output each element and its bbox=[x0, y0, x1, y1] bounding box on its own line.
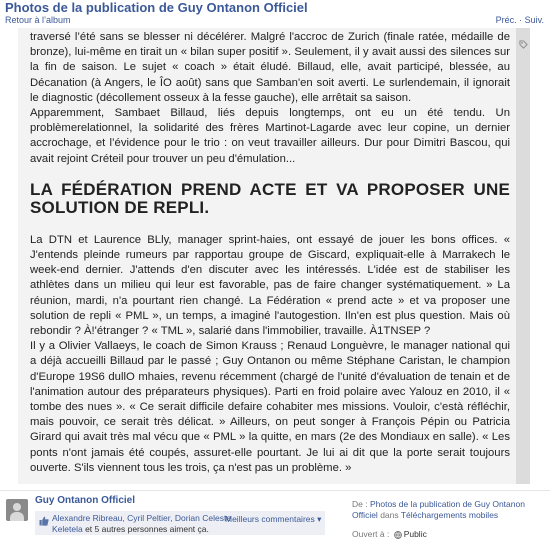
likes-others[interactable]: et 5 autres personnes aiment ça. bbox=[82, 524, 209, 534]
likes-summary bbox=[52, 513, 232, 535]
avatar[interactable] bbox=[6, 499, 28, 521]
photo-image[interactable] bbox=[18, 28, 530, 484]
shared-with-label: Ouvert à : bbox=[352, 529, 392, 539]
globe-icon bbox=[394, 531, 402, 539]
album-mid: dans bbox=[377, 509, 401, 520]
best-comments-dropdown[interactable]: Meilleurs commentaires ▾ bbox=[225, 514, 322, 524]
photo-navigation bbox=[496, 15, 544, 25]
mobile-uploads-link[interactable]: Téléchargements mobiles bbox=[400, 509, 499, 520]
article-paragraph-3: La DTN et Laurence BLly, manager sprint-haies, ont essayé de jouer les bons offices. « J'entends pleinde rumeurs par rapportau groupe de Giscard, expliquait-elle à Marrakech le week-end dernier. J'attends d'en discuter avec les intéressés. L'idée est de stabiliser les athlètes dans un milieu qui leur est favorable, pas de faire changer systématiquement. » La réunion, mardi, n'a pourtant rien changé. La Fédération « prend acte » et va proposer une solution de repli « PML », un temps, a imaginé l'autogestion. Iln'en est plus question. Mais où rebondir ? À!'étranger ? « TML », salarié dans l'immobilier, travaille. À1TNSEP ? bbox=[30, 233, 510, 338]
audience-public[interactable]: Public bbox=[403, 529, 427, 539]
thumbs-up-icon bbox=[39, 516, 49, 526]
page-title: Photos de la publication de Guy Ontanon Officiel bbox=[5, 0, 308, 15]
article-headline: LA FÉDÉRATION PREND ACTE ET VA PROPOSER UNE SOLUTION DE REPLI. bbox=[30, 179, 510, 217]
album-info bbox=[352, 499, 542, 520]
next-photo-link[interactable]: Suiv. bbox=[524, 15, 544, 25]
article-scan bbox=[18, 28, 516, 484]
photo-footer bbox=[0, 490, 550, 543]
tag-icon[interactable] bbox=[519, 40, 528, 49]
previous-photo-link[interactable]: Préc. bbox=[495, 15, 517, 25]
article-paragraph-2: Apparemment, Sambaet Billaud, liés depuis longtemps, ont eu un été tendu. Un problèmerelationnel, la solidarité des frères Martinot-Lagarde avec leur copine, un dernier accrochage, et l’évidence pour le trio : on veut travailler ailleurs. Dur pour Dimitri Bascou, qui avait rejoint Créteil pour trouver un peu d'émulation... bbox=[30, 107, 510, 165]
back-to-album-link[interactable]: Retour à l’album bbox=[5, 15, 71, 25]
article-paragraph-4: Il y a Olivier Vallaeys, le coach de Simon Krauss ; Renaud Longuèvre, le manager national qui a déjà accueilli Billaud par le passé ; Guy Ontanon ou même Stéphane Caristan, le champion d'Europe 19S6 dullO mhaies, revenu récemment (chargé de l'unité d'évaluation de tenain et de l'animation autour des préparateurs physiques). Parti en froid polaire avec Yalouz en 2010, il « tombe des nues ». « Ce serait difficile defaire cohabiter mes missions. Vouloir, c'està réfléchir, mais pouvoir, ce serait très délicat. » Ailleurs, on peut songer à François Pépin ou Patricia Girard qui avait très mal vécu que « PML » la quitte, en mars (2e des Mondiaux en salle). « Les ponts n'ont jamais été coupés, assuret-elle pourtant. Je lui ai dit que la porte serait toujours ouverte. S'ils viennent tous les trois, ça n'est pas un problème. » bbox=[30, 340, 510, 474]
nav-separator: · bbox=[516, 15, 525, 25]
audience-info bbox=[352, 529, 427, 539]
album-prefix: De : bbox=[352, 499, 370, 509]
photo-side-strip bbox=[516, 28, 530, 484]
album-link[interactable]: Photos de la publication de Guy Ontanon Officiel bbox=[352, 499, 525, 520]
owner-name-link[interactable]: Guy Ontanon Officiel bbox=[35, 495, 136, 506]
photo-viewer-header bbox=[0, 0, 550, 28]
article-paragraph-1: traversé l’été sans se blesser ni décélérer. Malgré l'accroc de Zurich (finale ratée, médaille de bronze), lui-même en tirait un « bilan super positif ». Seulement, il y avait aussi des silences sur la fin de saison. Le sujet « coach » était éludé. Billaud, elle, avait participé, blessée, au Décanation (à Angers, le ÎO août) sans que Samban'en soit averti. Le surlendemain, il ignorait le diagnostic (décollement osseux à la fesse gauche), elle arrêtait sa saison. bbox=[30, 31, 510, 104]
likes-box bbox=[35, 511, 325, 535]
likers-names-link[interactable]: Alexandre Ribreau, Cyril Peltier, Dorian Celeste Keletela bbox=[52, 513, 232, 534]
article-text bbox=[30, 30, 510, 476]
